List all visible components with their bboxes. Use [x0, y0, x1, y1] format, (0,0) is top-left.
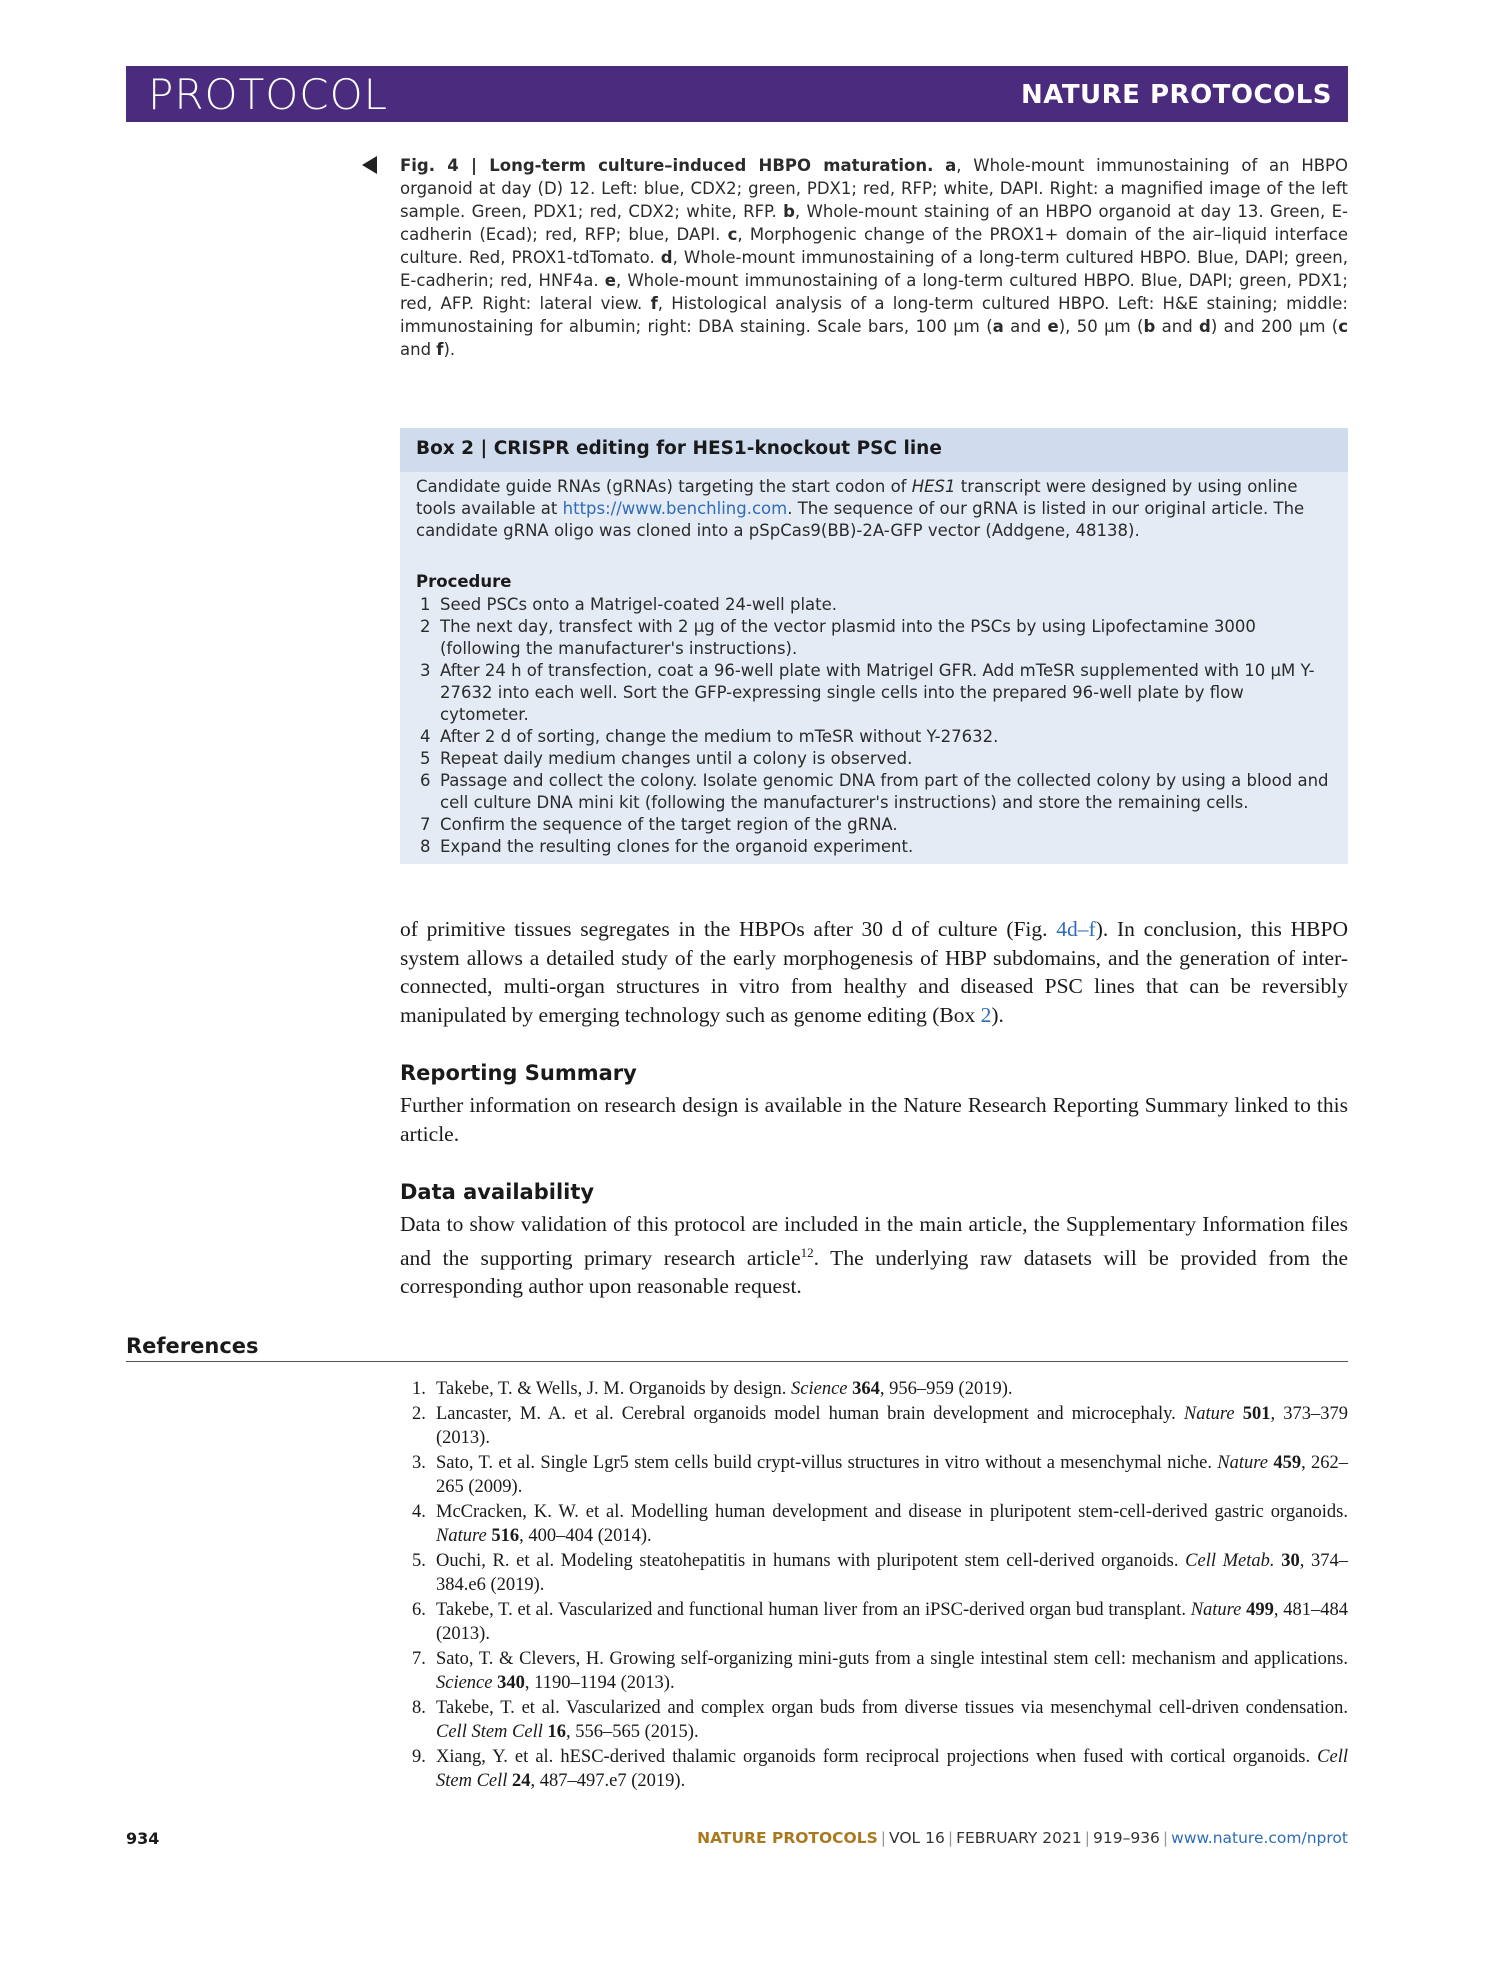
reference-text: Takebe, T. et al. Vascularized and complex organ buds from diverse tissues via mesenchymal cell-driven condensation. [436, 1697, 1348, 1718]
reference-volume: 499 [1246, 1599, 1274, 1620]
reference-text: , 400–404 (2014). [519, 1526, 652, 1546]
references-divider [126, 1361, 1348, 1362]
box-intro [416, 476, 1334, 542]
reporting-summary-text: Further information on research design is available in the Nature Research Reporting Summary linked to this article. [400, 1093, 1348, 1146]
caption-panel-label: a [992, 317, 1004, 336]
reference-number: 1. [412, 1379, 426, 1399]
reference-text: Sato, T. et al. Single Lgr5 stem cells build crypt-villus structures in vitro without a mesenchymal niche. [436, 1452, 1218, 1473]
body-text: Data to show validation of this protocol are included in the main article, the Supplementary Information files and the supporting primary research article [400, 1212, 1348, 1270]
step-text: Expand the resulting clones for the organoid experiment. [440, 837, 914, 856]
caption-panel-label: e [604, 271, 616, 290]
step-text: After 24 h of transfection, coat a 96-well plate with Matrigel GFR. Add mTeSR supplemented with 10 μM Y-27632 into each well. Sort the GFP-expressing single cells into the prepared 96-well plate by flow cytometer. [440, 661, 1315, 724]
procedure-step [416, 660, 1334, 726]
reference-number: 4. [412, 1501, 426, 1522]
body-text: . The underlying raw datasets will be provided from the corresponding author upon reasonable request. [400, 1245, 1348, 1299]
conclusion-paragraph [400, 915, 1348, 1029]
reference-number: 5. [412, 1550, 426, 1571]
reference-item [412, 1377, 1348, 1402]
footer-volume: VOL 16 [889, 1829, 945, 1847]
reference-text: , 374–384.e6 (2019). [436, 1550, 1348, 1595]
caption-text: , Whole-mount immunostaining of an HBPO organoid at day (D) 12. Left: blue, CDX2; green, PDX1; red, RFP; white, DAPI. Right: a magnified image of the left sample. Green, PDX1; red, CDX2; white, RFP. [400, 156, 1348, 221]
reference-text: , 956–959 (2019). [879, 1379, 1013, 1399]
journal-name: NATURE PROTOCOLS [1020, 80, 1332, 110]
reference-number: 6. [412, 1599, 426, 1620]
reference-text: McCracken, K. W. et al. Modelling human development and disease in pluripotent stem-cell-derived gastric organoids. [436, 1501, 1348, 1522]
caption-text: ). [443, 340, 456, 359]
step-number: 3 [420, 661, 431, 680]
reference-text: , 373–379 (2013). [436, 1403, 1349, 1448]
box-intro-text: transcript were designed by using online tools available at [416, 477, 1298, 518]
reference-text: Takebe, T. et al. Vascularized and functional human liver from an iPSC-derived organ bud transplant. [436, 1599, 1191, 1620]
reference-journal: Nature [436, 1526, 487, 1546]
reference-item [412, 1647, 1348, 1696]
reference-journal: Nature [1190, 1599, 1242, 1620]
reference-item [412, 1598, 1348, 1647]
box-intro-text: Candidate guide RNAs (gRNAs) targeting the start codon of [416, 477, 912, 496]
caption-text: ) and 200 μm ( [1210, 317, 1339, 336]
step-text: Seed PSCs onto a Matrigel-coated 24-well plate. [440, 595, 838, 614]
caption-panel-label: a [945, 156, 957, 175]
caption-panel-label: c [1338, 317, 1348, 336]
reference-journal: Cell Stem Cell [436, 1746, 1348, 1791]
reference-volume: 30 [1281, 1550, 1300, 1571]
reference-volume: 24 [512, 1771, 531, 1791]
procedure-step [416, 814, 1334, 836]
caption-text: and [1003, 317, 1048, 336]
footer-citation [697, 1829, 1348, 1847]
reference-volume: 364 [852, 1379, 880, 1399]
box-title: Box 2 | CRISPR editing for HES1-knockout PSC line [416, 438, 942, 459]
procedure-step [416, 616, 1334, 660]
reference-text: Takebe, T. & Wells, J. M. Organoids by design. [436, 1379, 792, 1399]
caption-text: , Whole-mount immunostaining of a long-term cultured HBPO. Blue, DAPI; green, PDX1; red, AFP. Right: lateral view. [400, 271, 1348, 313]
reference-number: 8. [412, 1697, 426, 1718]
reference-superscript[interactable]: 12 [800, 1244, 814, 1260]
reference-volume: 501 [1242, 1403, 1271, 1424]
procedure-step [416, 594, 1334, 616]
caption-title: Fig. 4 | Long-term culture–induced HBPO maturation. [400, 156, 934, 175]
reference-text: , 481–484 (2013). [436, 1599, 1348, 1644]
step-text: Repeat daily medium changes until a colony is observed. [440, 749, 913, 768]
reference-number: 9. [412, 1746, 426, 1767]
figure-link[interactable]: 4d–f [1056, 917, 1096, 941]
reference-text: , 1190–1194 (2013). [524, 1673, 675, 1693]
reference-journal: Science [436, 1673, 493, 1693]
footer-separator: | [1084, 1829, 1090, 1847]
footer-journal: NATURE PROTOCOLS [697, 1829, 878, 1847]
step-text: Passage and collect the colony. Isolate genomic DNA from part of the collected colony by using a blood and cell culture DNA mini kit (following the manufacturer's instructions) and store the remaining cells. [440, 771, 1329, 812]
reference-volume: 16 [547, 1722, 566, 1742]
reference-text: Ouchi, R. et al. Modeling steatohepatitis in humans with pluripotent stem cell-derived organoids. [436, 1550, 1186, 1571]
footer-url-link[interactable]: www.nature.com/nprot [1171, 1829, 1348, 1847]
reference-number: 3. [412, 1452, 426, 1473]
caption-panel-label: d [1199, 317, 1211, 336]
step-text: Confirm the sequence of the target region of the gRNA. [440, 815, 898, 834]
step-number: 7 [420, 815, 431, 834]
reference-volume: 516 [491, 1526, 520, 1546]
gene-name: HES1 [911, 477, 956, 496]
procedure-heading: Procedure [416, 572, 512, 591]
body-text: of primitive tissues segregates in the HBPOs after 30 d of culture (Fig. [400, 917, 1057, 941]
reference-journal: Nature [1183, 1403, 1235, 1424]
footer-date: FEBRUARY 2021 [956, 1829, 1082, 1847]
footer-separator: | [880, 1829, 887, 1847]
caption-panel-label: e [1047, 317, 1059, 336]
section-label: PROTOCOL [148, 70, 389, 119]
reference-item [412, 1500, 1348, 1549]
figure-caption [400, 154, 1348, 361]
step-number: 5 [420, 749, 431, 768]
caption-text: and [400, 340, 437, 359]
reference-text: , 262–265 (2009). [436, 1452, 1349, 1497]
box-intro-text: . The sequence of our gRNA is listed in our original article. The candidate gRNA oligo was cloned into a pSpCas9(BB)-2A-GFP vector (Addgene, 48138). [416, 499, 1305, 540]
caption-panel-label: b [1143, 317, 1156, 336]
step-number: 8 [420, 837, 431, 856]
reference-text [1235, 1404, 1243, 1424]
procedure-step [416, 748, 1334, 770]
step-text: After 2 d of sorting, change the medium to mTeSR without Y-27632. [440, 727, 999, 746]
caption-text: , Morphogenic change of the PROX1+ domain of the air–liquid interface culture. Red, PROX1-tdTomato. [400, 225, 1348, 267]
footer-separator: | [1162, 1829, 1169, 1847]
caption-text: ), 50 μm ( [1058, 317, 1144, 336]
benchling-link[interactable]: https://www.benchling.com [562, 499, 788, 518]
caption-panel-label: f [650, 294, 658, 313]
header-bar [126, 66, 1348, 122]
reference-volume: 340 [497, 1673, 525, 1693]
reference-journal: Cell Metab. [1185, 1550, 1275, 1571]
step-number: 1 [420, 595, 431, 614]
reference-journal: Nature [1217, 1452, 1268, 1473]
step-text: The next day, transfect with 2 μg of the vector plasmid into the PSCs by using Lipofectamine 3000 (following the manufacturer's instructions). [440, 617, 1256, 658]
reference-number: 7. [412, 1648, 426, 1669]
procedure-steps [416, 594, 1334, 858]
reference-list [412, 1377, 1348, 1794]
reference-item [412, 1745, 1348, 1794]
box-crispr [400, 428, 1348, 864]
caption-panel-label: b [783, 202, 795, 221]
reference-volume: 459 [1273, 1452, 1302, 1473]
reference-item [412, 1696, 1348, 1745]
reporting-summary-heading: Reporting Summary [400, 1061, 637, 1085]
data-availability-heading: Data availability [400, 1180, 595, 1204]
reference-text: , 487–497.e7 (2019). [530, 1771, 686, 1791]
references-heading: References [126, 1334, 259, 1358]
footer-pages: 919–936 [1093, 1829, 1160, 1847]
step-number: 6 [420, 771, 431, 790]
reference-text: Sato, T. & Clevers, H. Growing self-organizing mini-guts from a single intestinal stem cell: mechanism and applications. [436, 1648, 1348, 1669]
reference-item [412, 1402, 1348, 1451]
caption-panel-label: d [660, 248, 673, 267]
caption-text: and [1155, 317, 1200, 336]
step-number: 4 [420, 727, 431, 746]
reference-journal: Cell Stem Cell [436, 1722, 543, 1742]
reference-journal: Science [791, 1379, 848, 1399]
body-text: ). [991, 1002, 1004, 1027]
caption-text: , Whole-mount immunostaining of a long-term cultured HBPO. Blue, DAPI; green, E-cadherin; red, HNF4a. [400, 248, 1348, 290]
body-text: ). In conclusion, this HBPO system allows a detailed study of the early morphogenesis of HBP subdomains, and the generation of inter-connected, multi-organ structures in vitro from healthy and diseased PSC lines that can be reversibly manipulated by emerging technology such as genome editing (Box [400, 917, 1348, 1027]
reference-number: 2. [412, 1403, 426, 1424]
caption-text: , Histological analysis of a long-term cultured HBPO. Left: H&E staining; middle: immunostaining for albumin; right: DBA staining. Scale bars, 100 μm ( [400, 294, 1348, 336]
footer-separator: | [947, 1829, 954, 1847]
caption-arrow-icon [362, 156, 377, 174]
procedure-step [416, 726, 1334, 748]
box-link[interactable]: 2 [980, 1002, 992, 1027]
page-number: 934 [126, 1829, 160, 1848]
caption-text [933, 156, 945, 175]
caption-text: , Whole-mount staining of an HBPO organoid at day 13. Green, E-cadherin (Ecad); red, RFP; blue, DAPI. [400, 202, 1348, 244]
reference-text: Xiang, Y. et al. hESC-derived thalamic organoids form reciprocal projections when fused with cortical organoids. [436, 1746, 1318, 1767]
reference-item [412, 1451, 1348, 1500]
reference-text: Lancaster, M. A. et al. Cerebral organoids model human brain development and microcephaly. [436, 1403, 1184, 1424]
procedure-step [416, 770, 1334, 814]
caption-panel-label: c [727, 225, 738, 244]
caption-panel-label: f [436, 340, 444, 359]
data-availability-text [400, 1210, 1348, 1301]
reference-text: , 556–565 (2015). [566, 1722, 699, 1742]
procedure-step [416, 836, 1334, 858]
step-number: 2 [420, 617, 431, 636]
box-header [400, 428, 1348, 472]
reference-item [412, 1549, 1348, 1598]
